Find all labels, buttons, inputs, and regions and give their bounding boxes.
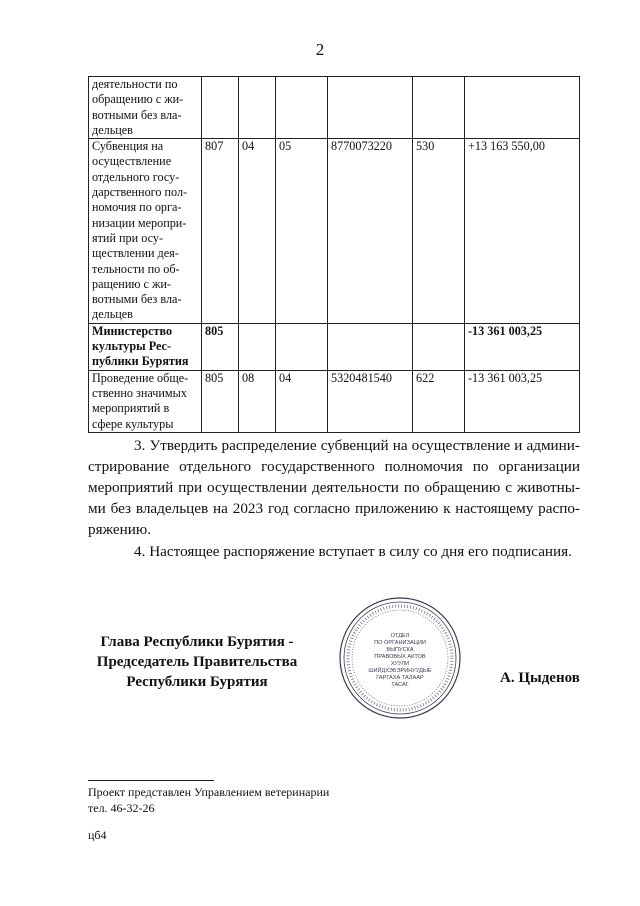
table-cell: 622 (413, 370, 465, 432)
signatory-title (84, 632, 310, 692)
table-cell: 530 (413, 139, 465, 324)
table-cell: 807 (202, 139, 239, 324)
seal-text-line: ТАСАГ (391, 682, 409, 688)
table-cell (413, 77, 465, 139)
seal-text-line: ПО ОРГАНИЗАЦИИ (374, 640, 426, 646)
table-cell (239, 323, 276, 370)
seal-text-line: ХУУЛИ (390, 661, 410, 667)
table-cell: 04 (239, 139, 276, 324)
paragraph-3: 3. Утвердить распределение субвенций на осуществление и админи-стрирование отдельного государственного полномочия по организации мероприятий при осуществлении деятельности по обращению с животны-ми без владельцев на 2023 год согласно приложению к настоящему распо-ряжению. (88, 437, 580, 538)
table-row (89, 77, 580, 139)
signatory-line-2: Председатель Правительства (96, 654, 298, 670)
table-cell: деятельности по обращению с жи-вотными без вла-дельцев (89, 77, 202, 139)
table-cell (465, 77, 580, 139)
table-cell (276, 77, 328, 139)
table-cell (328, 77, 413, 139)
footnote-phone: тел. 46-32-26 (88, 801, 155, 815)
table-cell (413, 323, 465, 370)
table-row (89, 370, 580, 432)
footnote-line-1: Проект представлен Управлением ветеринарии (88, 785, 330, 799)
table-row (89, 139, 580, 324)
table-cell (202, 77, 239, 139)
table-cell: Проведение обще-ственно значимых мероприятий в сфере культуры (89, 370, 202, 432)
seal-text-line: ГАРГАХА ТАЛААР (376, 675, 424, 681)
table-cell (328, 323, 413, 370)
signatory-name: А. Цыденов (500, 670, 580, 686)
table-cell (239, 77, 276, 139)
table-cell: 04 (276, 370, 328, 432)
table-row (89, 323, 580, 370)
footnote-divider (88, 780, 214, 781)
page-number: 2 (315, 40, 325, 59)
table-cell: 5320481540 (328, 370, 413, 432)
table-cell: -13 361 003,25 (465, 323, 580, 370)
budget-table (88, 76, 580, 433)
table-cell: -13 361 003,25 (465, 370, 580, 432)
seal-text-line: ПРАВОВЫХ АКТОВ (374, 654, 426, 660)
table-cell: 8770073220 (328, 139, 413, 324)
table-cell: Министерство культуры Рес-публики Бурятия (89, 323, 202, 370)
signatory-line-1: Глава Республики Бурятия - (100, 634, 294, 650)
footnote (88, 784, 329, 816)
table-cell: 805 (202, 370, 239, 432)
table-cell: 08 (239, 370, 276, 432)
table-cell (276, 323, 328, 370)
paragraph-4: 4. Настоящее распоряжение вступает в силу со дня его подписания. (134, 543, 572, 560)
table-cell: 805 (202, 323, 239, 370)
official-seal (338, 596, 462, 720)
document-code: цб4 (88, 828, 107, 842)
signatory-line-3: Республики Бурятия (126, 674, 268, 690)
seal-text-line: ШИЙДХЭБЭРИНУУДЫЕ (368, 668, 432, 674)
table-cell: +13 163 550,00 (465, 139, 580, 324)
table-cell: 05 (276, 139, 328, 324)
table-cell: Субвенция на осуществление отдельного госу-дарственного пол-номочия по орга-низации меропри-ятий при осу-ществлении дея-тельности по об-ращению с жи-вотными без вла-дельцев (89, 139, 202, 324)
seal-text-line: ОТДЕЛ (390, 633, 410, 639)
seal-text-line: ВЫПУСКА (386, 647, 414, 653)
